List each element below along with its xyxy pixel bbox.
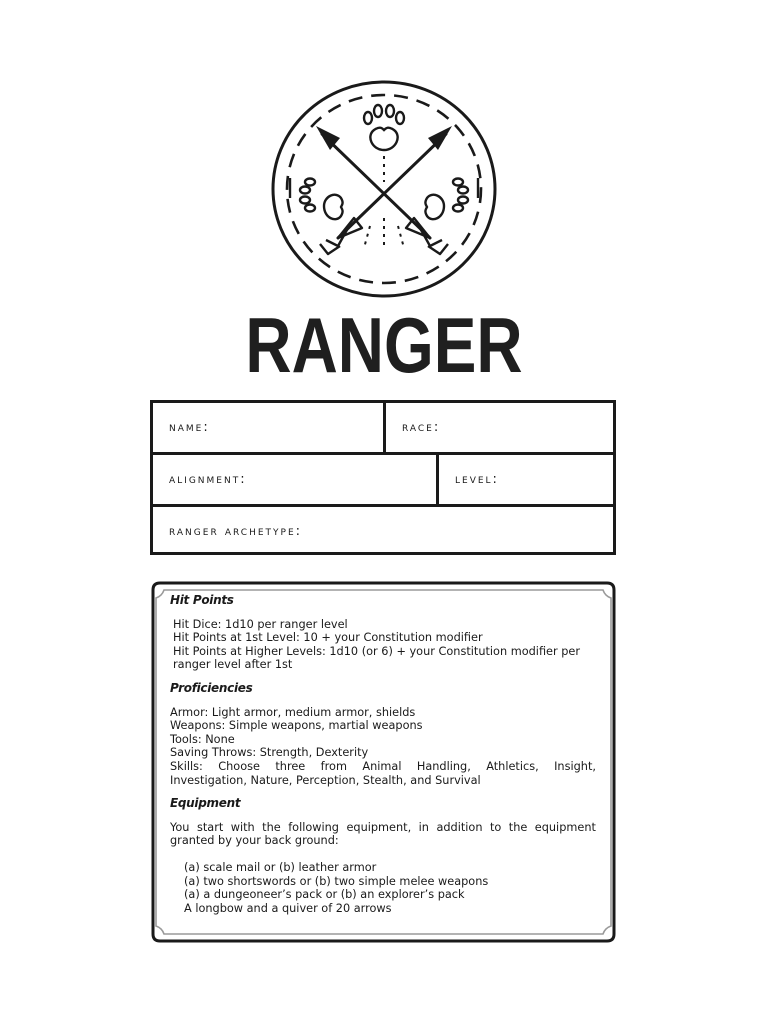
- race-field[interactable]: [386, 403, 616, 452]
- hit-points-line: Hit Dice: 1d10 per ranger level: [173, 617, 348, 631]
- proficiency-line: Saving Throws: Strength, Dexterity: [170, 746, 369, 760]
- equipment-item: (a) two shortswords or (b) two simple melee weapons: [184, 874, 489, 888]
- name-label: name:: [169, 420, 210, 435]
- equipment-intro: [170, 821, 596, 835]
- skills-line: Investigation, Nature, Perception, Stealth, and Survival: [170, 773, 481, 787]
- skills-word: Choose: [218, 759, 260, 773]
- page-title: RANGER: [245, 301, 523, 389]
- equipment-item: (a) scale mail or (b) leather armor: [184, 860, 377, 874]
- hit-points-line: Hit Points at 1st Level: 10 + your Constitution modifier: [173, 631, 483, 645]
- hit-points-line: ranger level after 1st: [173, 658, 293, 672]
- intro-word: addition: [436, 820, 483, 834]
- intro-word: equipment: [534, 820, 596, 834]
- proficiency-line: Armor: Light armor, medium armor, shields: [170, 705, 416, 719]
- intro-word: following: [288, 820, 339, 834]
- skills-word: Insight,: [554, 759, 596, 773]
- intro-word: the: [508, 820, 528, 834]
- character-info-form: [150, 400, 616, 555]
- hit-points-line: Hit Points at Higher Levels: 1d10 (or 6) + your Constitution modifier per: [173, 644, 581, 658]
- proficiency-line: Tools: None: [170, 732, 235, 746]
- crossed-arrows-paw-emblem-icon: [270, 78, 498, 300]
- intro-word: start: [196, 820, 224, 834]
- proficiency-line: Weapons: Simple weapons, martial weapons: [170, 719, 423, 733]
- intro-word: with: [230, 820, 255, 834]
- proficiencies-heading: Proficiencies: [170, 680, 253, 695]
- intro-word: to: [489, 820, 502, 834]
- equipment-item: (a) a dungeoneer’s pack or (b) an explorer’s pack: [184, 888, 465, 902]
- hit-points-heading: Hit Points: [170, 593, 234, 607]
- level-label: level:: [455, 472, 499, 487]
- archetype-label: ranger archetype:: [169, 523, 303, 539]
- equipment-item: A longbow and a quiver of 20 arrows: [184, 901, 392, 915]
- ranger-archetype-field[interactable]: [153, 507, 616, 555]
- skills-word: three: [275, 759, 306, 773]
- class-features: [170, 594, 596, 915]
- alignment-field[interactable]: [153, 455, 436, 504]
- equipment-intro: granted by your back ground:: [170, 834, 339, 848]
- race-label: race:: [402, 420, 441, 435]
- skills-line: [170, 760, 596, 774]
- intro-word: the: [262, 820, 281, 834]
- skills-word: Athletics,: [486, 759, 539, 773]
- intro-word: You: [170, 820, 190, 834]
- skills-word: Handling,: [416, 759, 471, 773]
- skills-word: from: [320, 759, 347, 773]
- name-field[interactable]: [153, 403, 383, 452]
- intro-word: in: [418, 820, 429, 834]
- alignment-label: alignment:: [169, 472, 247, 487]
- level-field[interactable]: [439, 455, 616, 504]
- intro-word: equipment,: [346, 820, 412, 834]
- equipment-heading: Equipment: [170, 796, 241, 811]
- skills-word: Animal: [362, 759, 402, 773]
- skills-word: Skills:: [170, 759, 203, 773]
